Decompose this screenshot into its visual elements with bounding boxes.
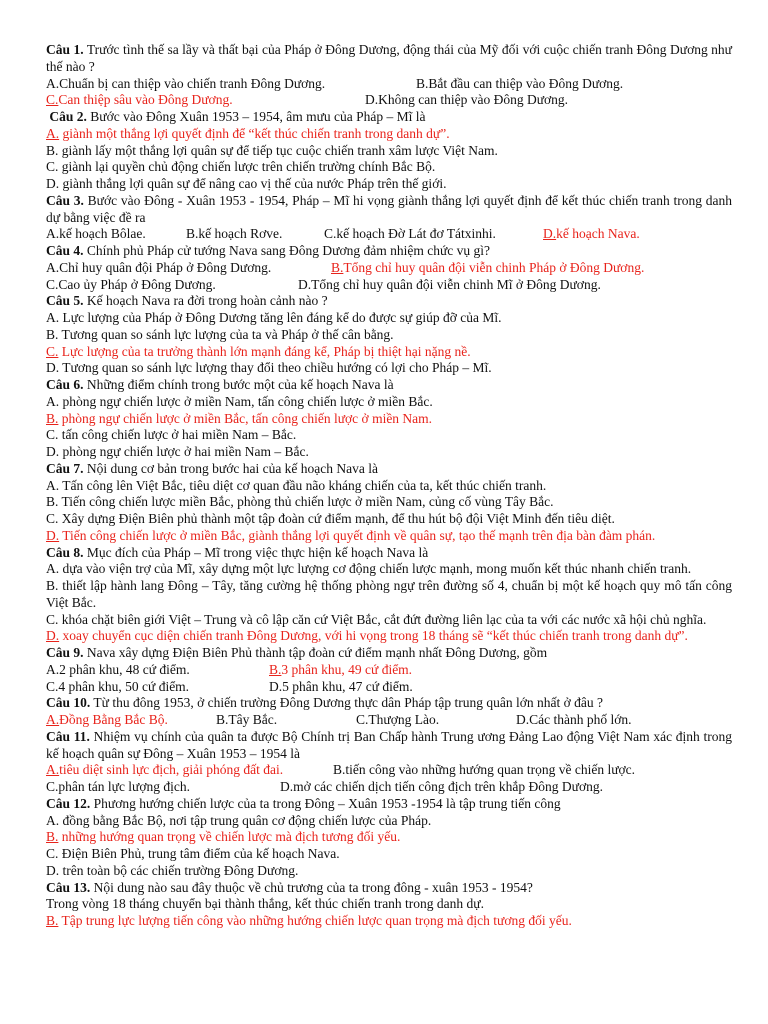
question-number: Câu 1. bbox=[46, 42, 84, 57]
option-text: 4 phân khu, 50 cứ điểm. bbox=[58, 678, 190, 694]
option-letter: C. bbox=[324, 226, 337, 242]
option-b bbox=[46, 578, 732, 612]
question-number: Câu 9. bbox=[46, 645, 84, 660]
option-text: Lực lượng của Pháp ở Đông Dương tăng lên đáng kể do được sự giúp đỡ của Mĩ. bbox=[59, 310, 502, 325]
option-b-correct bbox=[46, 913, 732, 930]
question-9 bbox=[46, 645, 732, 662]
option-text: Tổng chỉ huy quân đội viễn chinh Pháp ở Đông Dương. bbox=[343, 259, 645, 275]
option-letter: A. bbox=[46, 712, 60, 727]
option-a bbox=[46, 813, 732, 830]
option-text: phòng ngự chiến lược ở miền Nam, tấn công chiến lược ở miền Bắc. bbox=[59, 393, 433, 409]
option-text: những hướng quan trọng về chiến lược mà địch tương đối yếu. bbox=[58, 829, 401, 845]
option-b bbox=[46, 494, 732, 511]
option-b bbox=[333, 762, 635, 779]
option-letter: C. bbox=[46, 343, 59, 359]
option-letter: A. bbox=[46, 259, 60, 275]
option-b bbox=[186, 226, 324, 243]
question-text: Trước tình thế sa lầy và thất bại của Pháp ở Đông Dương, động thái của Mỹ đối với cuộc chiến tranh Đông Dương như thế nào ? bbox=[46, 42, 733, 74]
option-text: dựa vào viện trợ của Mĩ, xây dựng một lực lượng cơ động chiến lược mạnh, mong muốn kết thúc nhanh chiến tranh. bbox=[59, 561, 692, 577]
question-text: Nội dung nào sau đây thuộc về chủ trương của ta trong đông - xuân 1953 - 1954? bbox=[90, 879, 533, 895]
question-number: Câu 12. bbox=[46, 795, 91, 811]
question-text: Chính phủ Pháp cử tướng Nava sang Đông Dương đảm nhiệm chức vụ gì? bbox=[83, 243, 490, 258]
option-letter: D. bbox=[46, 862, 60, 878]
options-row bbox=[46, 679, 732, 696]
option-letter: B. bbox=[333, 762, 346, 778]
option-text: phòng ngự chiến lược ở hai miền Nam – Bắc. bbox=[59, 444, 309, 459]
option-letter: A. bbox=[46, 226, 60, 242]
option-a bbox=[46, 896, 732, 913]
option-b bbox=[216, 712, 356, 729]
option-letter: C. bbox=[46, 276, 59, 292]
option-letter: C. bbox=[46, 611, 59, 627]
option-d bbox=[298, 277, 601, 294]
options-row bbox=[46, 76, 732, 93]
option-text: Đồng Bằng Bắc Bộ. bbox=[59, 712, 168, 727]
question-number: Câu 8. bbox=[46, 544, 84, 560]
question-text: Những điểm chính trong bước một của kế hoạch Nava là bbox=[83, 377, 394, 392]
option-d bbox=[46, 176, 732, 193]
option-text: đồng bằng Bắc Bộ, nơi tập trung quân cơ động chiến lược của Pháp. bbox=[59, 812, 432, 828]
option-d bbox=[46, 863, 732, 880]
question-2 bbox=[46, 109, 732, 126]
option-letter: B. bbox=[46, 913, 59, 928]
option-a-correct bbox=[46, 126, 732, 143]
option-letter: D. bbox=[46, 176, 60, 191]
option-text: giành thắng lợi quân sự để nâng cao vị thế của nước Pháp trên thế giới. bbox=[59, 176, 447, 191]
option-a bbox=[46, 76, 416, 93]
question-number: Câu 3. bbox=[46, 192, 84, 208]
option-d bbox=[516, 712, 632, 729]
option-text: giành lấy một thắng lợi quân sự để tiếp tục cuộc chiến tranh xâm lược Việt Nam. bbox=[58, 142, 498, 158]
option-text: Xây dựng Điện Biên phủ thành một tập đoàn cứ điểm mạnh, để thu hút bộ đội Việt Minh đến tiêu diệt. bbox=[58, 511, 615, 526]
option-text: kế hoạch Đờ Lát đơ Tátxinhi. bbox=[336, 226, 496, 242]
options-row bbox=[46, 226, 732, 243]
option-letter: B. bbox=[186, 226, 199, 242]
option-text: Các thành phố lớn. bbox=[529, 712, 632, 727]
option-d-correct bbox=[46, 628, 732, 645]
option-letter: A. bbox=[46, 477, 60, 493]
option-letter: C. bbox=[46, 159, 59, 175]
option-text: Tương quan so sánh lực lượng của ta và Pháp ở thế cân bằng. bbox=[58, 326, 394, 342]
option-letter: B. bbox=[269, 661, 282, 677]
option-letter: C. bbox=[46, 779, 59, 794]
option-letter: D. bbox=[46, 628, 60, 644]
option-letter: D. bbox=[365, 92, 379, 108]
option-c bbox=[46, 277, 298, 294]
option-text: Tổng chỉ huy quân đội viễn chinh Mĩ ở Đông Dương. bbox=[311, 276, 601, 292]
question-3 bbox=[46, 193, 732, 227]
option-text: trên toàn bộ các chiến trường Đông Dương. bbox=[59, 862, 299, 878]
option-d bbox=[365, 92, 568, 109]
option-b bbox=[416, 76, 623, 93]
option-b-correct bbox=[269, 662, 412, 679]
options-row bbox=[46, 260, 732, 277]
options-row bbox=[46, 712, 732, 729]
option-letter: D. bbox=[516, 712, 530, 727]
option-letter: C. bbox=[46, 511, 59, 526]
option-text: thiết lập hành lang Đông – Tây, tăng cường hệ thống phòng ngự trên đường số 4, chuẩn bị một kế hoạch quy mô tấn công Việt Bắc. bbox=[46, 578, 732, 610]
option-text: khóa chặt biên giới Việt – Trung và cô lập căn cứ Việt Bắc, cắt đứt đường liên lạc của ta với các nước xã hội chủ nghĩa. bbox=[58, 611, 707, 627]
option-text: mở các chiến dịch tiến công địch trên khắp Đông Dương. bbox=[293, 779, 604, 794]
option-c bbox=[46, 511, 732, 528]
option-letter: B. bbox=[46, 829, 59, 845]
option-letter: D. bbox=[46, 360, 60, 376]
question-text: Từ thu đông 1953, ở chiến trường Đông Dương thực dân Pháp tập trung quân lớn nhất ở đâu ? bbox=[90, 695, 604, 711]
option-text: Thượng Lào. bbox=[368, 712, 440, 727]
option-text: kế hoạch Rơve. bbox=[198, 226, 283, 242]
option-letter: A. bbox=[46, 75, 60, 91]
option-text: tấn công chiến lược ở hai miền Nam – Bắc. bbox=[58, 427, 297, 443]
option-text: Lực lượng của ta trưởng thành lớn mạnh đáng kể, Pháp bị thiệt hại nặng nề. bbox=[58, 343, 471, 359]
option-letter: C. bbox=[46, 92, 59, 108]
question-10 bbox=[46, 695, 732, 712]
option-text: Can thiệp sâu vào Đông Dương. bbox=[58, 92, 233, 108]
option-c bbox=[46, 679, 269, 696]
option-text: Điện Biên Phủ, trung tâm điểm của kế hoạch Nava. bbox=[58, 846, 340, 861]
option-letter: C. bbox=[46, 678, 59, 694]
option-text: 5 phân khu, 47 cứ điểm. bbox=[282, 678, 413, 694]
option-letter: B. bbox=[46, 410, 59, 426]
question-number: Câu 7. bbox=[46, 460, 84, 476]
option-a-correct bbox=[46, 762, 333, 779]
option-b-correct bbox=[331, 260, 644, 277]
option-letter: A. bbox=[46, 125, 60, 141]
option-letter: C. bbox=[356, 712, 369, 727]
question-number: Câu 11. bbox=[46, 728, 90, 744]
option-c bbox=[46, 846, 732, 863]
option-text: Không can thiệp vào Đông Dương. bbox=[378, 92, 569, 108]
question-number: Câu 2. bbox=[49, 109, 87, 124]
option-a bbox=[46, 226, 186, 243]
option-d-correct bbox=[543, 226, 640, 243]
options-row bbox=[46, 277, 732, 294]
option-c bbox=[46, 779, 280, 796]
option-b bbox=[46, 327, 732, 344]
question-12 bbox=[46, 796, 732, 813]
option-c bbox=[356, 712, 516, 729]
option-c bbox=[46, 612, 732, 629]
option-text: phòng ngự chiến lược ở miền Bắc, tấn công chiến lược ở miền Nam. bbox=[58, 410, 433, 426]
option-letter: A. bbox=[46, 310, 60, 325]
option-b bbox=[46, 143, 732, 160]
option-text: kế hoạch Bôlae. bbox=[59, 226, 146, 242]
option-text: Trong vòng 18 tháng chuyển bại thành thắng, kết thúc chiến tranh trong danh dự. bbox=[46, 896, 484, 912]
option-text: tiêu diệt sinh lực địch, giải phóng đất đai. bbox=[59, 762, 284, 778]
document-page bbox=[46, 42, 732, 930]
option-d bbox=[46, 360, 732, 377]
option-a bbox=[46, 561, 732, 578]
option-b-correct bbox=[46, 829, 732, 846]
question-6 bbox=[46, 377, 732, 394]
option-letter: C. bbox=[46, 427, 59, 443]
question-4 bbox=[46, 243, 732, 260]
option-a bbox=[46, 394, 732, 411]
option-text: tiến công vào những hướng quan trọng về chiến lược. bbox=[345, 762, 636, 778]
option-a bbox=[46, 260, 331, 277]
option-text: Chuẩn bị can thiệp vào chiến tranh Đông Dương. bbox=[59, 75, 326, 91]
option-text: xoay chuyển cục diện chiến tranh Đông Dương, với hi vọng trong 18 tháng sẽ “kết thúc chiến tranh trong danh dự”. bbox=[59, 628, 688, 644]
question-5 bbox=[46, 293, 732, 310]
option-letter: D. bbox=[280, 779, 294, 794]
options-row bbox=[46, 92, 732, 109]
option-a bbox=[46, 478, 732, 495]
option-text: Chỉ huy quân đội Pháp ở Đông Dương. bbox=[59, 259, 272, 275]
option-c bbox=[324, 226, 543, 243]
options-row bbox=[46, 762, 732, 779]
question-text: Nội dung cơ bản trong bước hai của kế hoạch Nava là bbox=[83, 460, 379, 476]
option-letter: D. bbox=[298, 276, 312, 292]
option-letter: D. bbox=[46, 444, 60, 459]
option-letter: A. bbox=[46, 762, 60, 778]
option-text: Tập trung lực lượng tiến công vào những hướng chiến lược quan trọng mà địch tương đối yếu. bbox=[58, 913, 572, 928]
options-row bbox=[46, 662, 732, 679]
question-text: Nava xây dựng Điện Biên Phủ thành tập đoàn cứ điểm mạnh nhất Đông Dương, gồm bbox=[83, 645, 548, 660]
option-letter: D. bbox=[269, 678, 283, 694]
options-row bbox=[46, 779, 732, 796]
option-letter: B. bbox=[416, 75, 429, 91]
option-text: giành một thắng lợi quyết định để “kết thúc chiến tranh trong danh dự”. bbox=[59, 125, 450, 141]
option-a bbox=[46, 310, 732, 327]
option-text: Tây Bắc. bbox=[228, 712, 278, 727]
option-c bbox=[46, 427, 732, 444]
option-b-correct bbox=[46, 411, 732, 428]
option-text: phân tán lực lượng địch. bbox=[58, 779, 191, 794]
question-8 bbox=[46, 545, 732, 562]
option-text: Tương quan so sánh lực lượng thay đổi theo chiều hướng có lợi cho Pháp – Mĩ. bbox=[59, 360, 492, 376]
question-text: Kế hoạch Nava ra đời trong hoàn cảnh nào ? bbox=[83, 293, 328, 309]
option-d bbox=[280, 779, 603, 796]
option-letter: B. bbox=[46, 142, 59, 158]
option-d bbox=[46, 444, 732, 461]
option-letter: A. bbox=[46, 812, 60, 828]
question-number: Câu 5. bbox=[46, 293, 84, 309]
option-a bbox=[46, 662, 269, 679]
option-text: 3 phân khu, 49 cứ điểm. bbox=[281, 661, 413, 677]
question-number: Câu 6. bbox=[46, 377, 84, 392]
option-text: giành lại quyền chủ động chiến lược trên chiến trường chính Bắc Bộ. bbox=[58, 159, 436, 175]
question-13 bbox=[46, 880, 732, 897]
option-c bbox=[46, 159, 732, 176]
question-11 bbox=[46, 729, 732, 763]
option-letter: C. bbox=[46, 846, 59, 861]
option-letter: D. bbox=[46, 527, 60, 543]
option-letter: B. bbox=[46, 494, 59, 510]
question-number: Câu 4. bbox=[46, 243, 84, 258]
option-c-correct bbox=[46, 344, 732, 361]
option-text: kế hoạch Nava. bbox=[556, 226, 640, 242]
option-a-correct bbox=[46, 712, 216, 729]
option-d-correct bbox=[46, 528, 732, 545]
question-text: Nhiệm vụ chính của quân ta được Bộ Chính trị Ban Chấp hành Trung ương Đảng Lao động Việt Nam xác định trong kế hoạch quân sự Đông – Xuân 1953 – 1954 là bbox=[46, 728, 733, 761]
option-text: 2 phân khu, 48 cứ điểm. bbox=[59, 661, 190, 677]
option-c-correct bbox=[46, 92, 365, 109]
option-text: Tấn công lên Việt Bắc, tiêu diệt cơ quan đầu não kháng chiến của ta, kết thúc chiến tranh. bbox=[59, 477, 547, 493]
question-7 bbox=[46, 461, 732, 478]
option-letter: B. bbox=[46, 578, 59, 593]
option-d bbox=[269, 679, 413, 696]
option-text: Tiến công chiến lược miền Bắc, phòng thủ chiến lược ở miền Nam, củng cố vùng Tây Bắc. bbox=[58, 494, 554, 510]
option-text: Cao ủy Pháp ở Đông Dương. bbox=[58, 276, 216, 292]
question-text: Bước vào Đông - Xuân 1953 - 1954, Pháp – Mĩ hi vọng giành thắng lợi quyết định để kết thúc chiến tranh trong danh dự bằng việc đề ra bbox=[46, 192, 732, 225]
option-letter: A. bbox=[46, 661, 60, 677]
option-letter: B. bbox=[331, 259, 344, 275]
option-letter: B. bbox=[46, 326, 59, 342]
question-number: Câu 10. bbox=[46, 695, 91, 711]
option-letter: B. bbox=[216, 712, 229, 727]
option-letter: A. bbox=[46, 561, 60, 577]
option-text: Bắt đầu can thiệp vào Đông Dương. bbox=[428, 75, 624, 91]
question-1 bbox=[46, 42, 732, 76]
question-text: Mục đích của Pháp – Mĩ trong việc thực hiện kế hoạch Nava là bbox=[83, 544, 429, 560]
question-text: Phương hướng chiến lược của ta trong Đông – Xuân 1953 -1954 là tập trung tiến công bbox=[90, 795, 561, 811]
option-letter: D. bbox=[543, 226, 557, 242]
option-text: Tiến công chiến lược ở miền Bắc, giành thắng lợi quyết định về quân sự, tạo thế mạnh trên địa bàn đàm phán. bbox=[59, 527, 656, 543]
question-number: Câu 13. bbox=[46, 879, 91, 895]
option-letter: A. bbox=[46, 393, 60, 409]
question-text: Bước vào Đông Xuân 1953 – 1954, âm mưu của Pháp – Mĩ là bbox=[86, 109, 426, 124]
